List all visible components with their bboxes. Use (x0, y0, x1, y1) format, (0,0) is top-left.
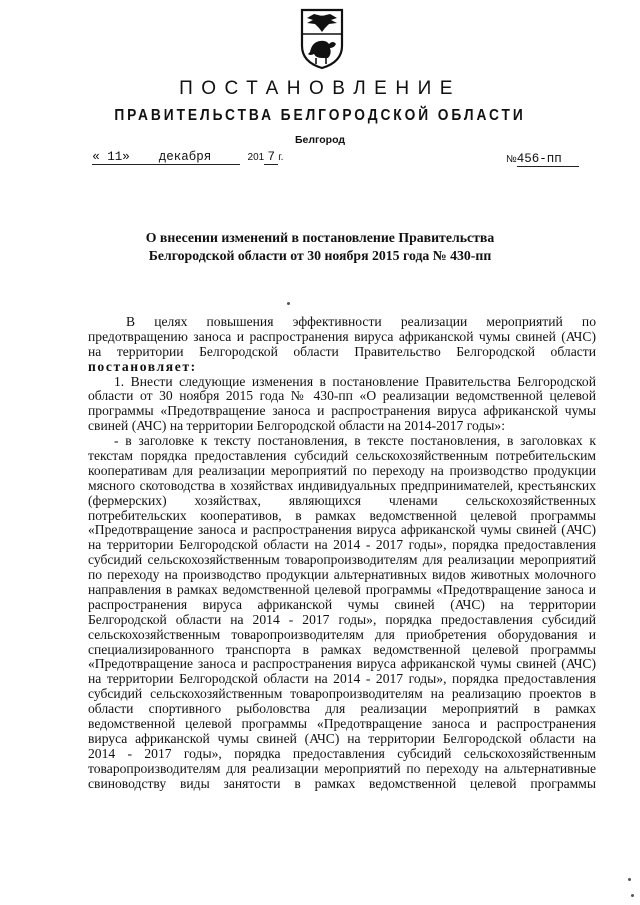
body-line: субсидий сельскохозяйственным товаропроизводителям на реализацию проектов в (88, 686, 596, 702)
body-line: 1. Внести следующие изменения в постановление Правительства Белгородской (114, 373, 596, 389)
coat-of-arms-emblem (296, 6, 348, 70)
body-line: направления в рамках ведомственной целевой программы «Предотвращение заноса и (88, 582, 596, 598)
body-line: «Предотвращение заноса и распространения вируса африканской чумы свиней (АЧС) (88, 522, 596, 538)
body-line: сельскохозяйственным товаропроизводителям для приобретения оборудования и (88, 626, 596, 642)
date-year-prefix: 201 (247, 152, 265, 163)
document-heading (140, 229, 500, 265)
body-line: потребительских кооперативов, в рамках ведомственной целевой программы (88, 507, 596, 523)
body-line: на территории Белгородской области Правительство Белгородской области (88, 343, 596, 359)
body-line: субсидий сельскохозяйственным товаропроизводителям для реализации мероприятий (88, 552, 596, 568)
body-line: товаропроизводителям для реализации мероприятий по переходу на альтернативные (88, 760, 596, 776)
document-body (88, 315, 596, 792)
body-line: распространения вируса африканской чумы свиней (АЧС) на территории (88, 596, 596, 612)
body-line: 2014 - 2017 годы», порядка предоставления субсидий сельскохозяйственным (88, 745, 596, 761)
body-line: ведомственной целевой программы «Предотвращение заноса и распространения (88, 716, 596, 732)
body-line: кооперативам для реализации мероприятий по переходу на производство продукции (88, 462, 596, 478)
body-line: В целях повышения эффективности реализации мероприятий по (126, 314, 596, 329)
body-line: на территории Белгородской области на 2014 - 2017 годы», порядка предоставления (88, 537, 596, 553)
date-year-end: г. (278, 152, 284, 163)
body-line: области спортивного рыболовства для реализации мероприятий в рамках (88, 701, 596, 717)
body-line: области от 30 ноября 2015 года № 430-пп «О реализации ведомственной целевой (88, 388, 596, 404)
scan-speck (631, 894, 634, 897)
city-name: Белгород (294, 134, 346, 146)
body-line: по переходу на производство продукции альтернативных видов животных молочного (88, 567, 596, 583)
body-line: специализированного транспорта в рамках ведомственной целевой программы (88, 641, 596, 657)
heading-line: Белгородской области от 30 ноября 2015 года № 430-пп (148, 248, 492, 263)
body-line: предотвращению заноса и распространения вируса африканской чумы свиней (АЧС) (88, 328, 596, 344)
document-date (92, 150, 283, 165)
body-line: «Предотвращение заноса и распространения вируса африканской чумы свиней (АЧС) (88, 656, 596, 672)
body-line: - в заголовке к тексту постановления, в тексте постановления, в заголовках к (114, 433, 596, 449)
document-type-title: ПОСТАНОВЛЕНИЕ (179, 78, 461, 99)
body-line: мясного скотоводства в хозяйствах индивидуальных предпринимателей, крестьянских (88, 477, 596, 493)
body-line: свиноводству виды занятости в рамках ведомственной целевой программы (88, 775, 596, 791)
heading-line: О внесении изменений в постановление Правительства (145, 230, 495, 245)
date-month-field: декабря (130, 150, 240, 165)
body-line: (фермерских) хозяйствах, являющихся членами сельскохозяйственных (88, 492, 596, 508)
scan-speck (287, 302, 290, 305)
body-line-emphasis: постановляет: (88, 358, 197, 374)
issuing-authority: ПРАВИТЕЛЬСТВА БЕЛГОРОДСКОЙ ОБЛАСТИ (114, 107, 526, 124)
scan-speck (628, 878, 631, 881)
date-day-field: « 11» (92, 150, 130, 164)
document-number (506, 152, 579, 167)
body-line: текстам порядка предоставления субсидий сельскохозяйственным потребительским (88, 448, 596, 464)
body-line: Белгородской области на 2014 - 2017 годы», порядка предоставления субсидий (88, 611, 596, 627)
date-year-suffix: 7 (264, 150, 278, 165)
body-line: свиней (АЧС) на территории Белгородской области на 2014-2017 годы»: (88, 418, 505, 434)
number-value: 456-пп (517, 152, 579, 167)
number-prefix: № (506, 154, 517, 165)
body-line: вируса африканской чумы свиней (АЧС) на территории Белгородской области на (88, 730, 596, 746)
body-line: программы «Предотвращение заноса и распространения вируса африканской чумы (88, 403, 596, 419)
body-line: на территории Белгородской области на 2014 - 2017 годы», порядка предоставления (88, 671, 596, 687)
